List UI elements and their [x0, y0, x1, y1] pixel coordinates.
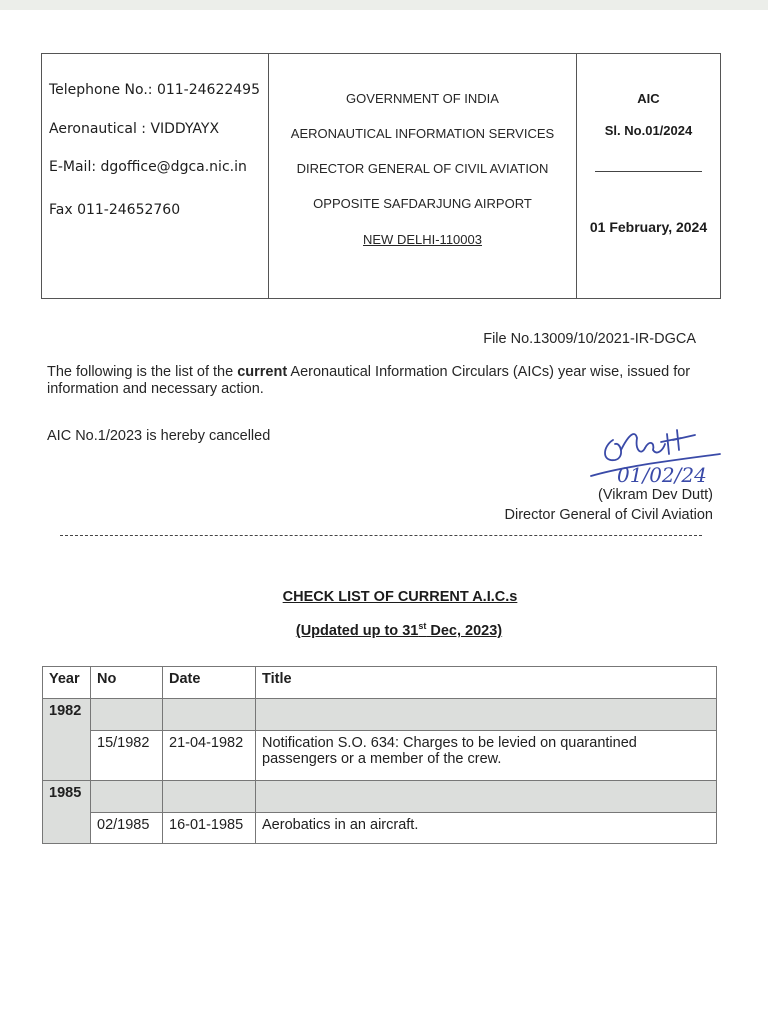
authority-column: [269, 54, 577, 298]
scan-top-edge: [0, 0, 768, 10]
aic-date: 01 February, 2024: [589, 219, 708, 235]
telephone-line: Telephone No.: 011-24622495: [49, 82, 260, 98]
aic-date-cell: 21-04-1982: [163, 731, 256, 781]
authority-line-5: NEW DELHI-110003: [363, 232, 482, 247]
aic-serial: Sl. No.01/2024: [604, 123, 693, 138]
shaded-cell: [91, 699, 163, 731]
shaded-cell: [163, 699, 256, 731]
cancellation-notice: AIC No.1/2023 is hereby cancelled: [47, 428, 271, 444]
shaded-cell: [163, 781, 256, 813]
aeronautical-line: Aeronautical : VIDDYAYX: [49, 121, 220, 137]
aic-title: Aerobatics in an aircraft.: [256, 813, 717, 844]
intro-emphasis: current: [237, 364, 288, 380]
circular-column: [577, 54, 720, 298]
contact-column: [42, 54, 269, 298]
aic-divider: [595, 171, 702, 172]
intro-before: The following is the list of the: [47, 364, 238, 380]
dashed-separator: [60, 535, 702, 536]
checklist-subheading: [0, 621, 768, 639]
intro-after: Aeronautical Information Circulars (AICs) year wise, issued for information and necessary action.: [47, 364, 691, 397]
signature-mark: [585, 420, 725, 490]
signatory-title: Director General of Civil Aviation: [504, 507, 713, 523]
subheading-suffix: Dec, 2023): [426, 622, 503, 639]
subheading-sup: st: [418, 621, 427, 631]
fax-line: Fax 011-24652760: [49, 202, 181, 218]
table-row: [43, 731, 717, 781]
table-header-row: [43, 667, 717, 699]
subheading-prefix: (Updated up to 31: [295, 622, 419, 639]
year-cell: 1982: [43, 699, 91, 781]
authority-line-3: DIRECTOR GENERAL OF CIVIL AVIATION: [296, 161, 549, 176]
table-row: [43, 813, 717, 844]
aic-date-cell: 16-01-1985: [163, 813, 256, 844]
letterhead-box: [41, 53, 721, 299]
shaded-cell: [256, 699, 717, 731]
checklist-heading: CHECK LIST OF CURRENT A.I.C.s: [282, 589, 518, 605]
shaded-cell: [91, 781, 163, 813]
header-date: Date: [163, 667, 256, 699]
file-number: File No.13009/10/2021-IR-DGCA: [483, 331, 696, 347]
year-cell: 1985: [43, 781, 91, 844]
email-line: E-Mail: dgoffice@dgca.nic.in: [49, 159, 247, 175]
authority-line-2: AERONAUTICAL INFORMATION SERVICES: [290, 126, 555, 141]
intro-paragraph: [47, 364, 727, 398]
aic-label: AIC: [637, 91, 660, 106]
table-row: [43, 699, 717, 731]
shaded-cell: [256, 781, 717, 813]
aic-number: 02/1985: [91, 813, 163, 844]
aic-table: [42, 666, 717, 844]
header-year: Year: [43, 667, 91, 699]
aic-title: Notification S.O. 634: Charges to be levied on quarantined passengers or a member of the crew.: [256, 731, 717, 781]
authority-line-1: GOVERNMENT OF INDIA: [346, 91, 499, 106]
signature-date: 01/02/24: [617, 463, 707, 487]
signatory-name: (Vikram Dev Dutt): [598, 487, 713, 503]
aic-number: 15/1982: [91, 731, 163, 781]
header-title: Title: [256, 667, 717, 699]
authority-line-4: OPPOSITE SAFDARJUNG AIRPORT: [313, 196, 532, 211]
header-no: No: [91, 667, 163, 699]
table-row: [43, 781, 717, 813]
